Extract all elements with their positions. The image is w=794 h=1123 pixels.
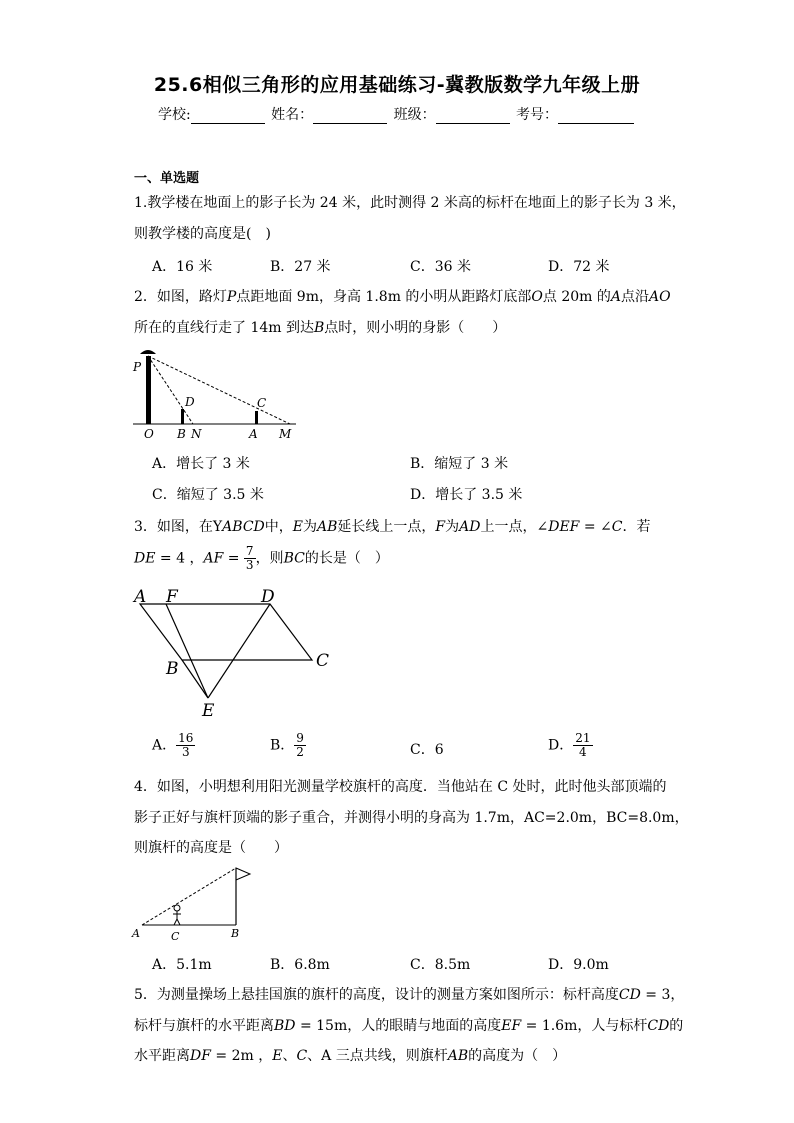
- label-D: D: [261, 587, 275, 607]
- exam-no-blank[interactable]: [558, 109, 634, 124]
- q2-option-b[interactable]: B．缩短了 3 米: [410, 456, 509, 472]
- person-at-b: [181, 409, 184, 424]
- label-O: O: [144, 427, 154, 441]
- label-B: B: [231, 927, 240, 940]
- q3-figure: [128, 582, 338, 722]
- parallelogram-abcd: [140, 604, 312, 660]
- class-blank[interactable]: [436, 109, 510, 124]
- label-N: N: [191, 427, 202, 441]
- label-P: P: [133, 360, 142, 374]
- q3-option-c[interactable]: C．6: [410, 742, 444, 758]
- exam-no-label: 考号：: [516, 107, 559, 123]
- label-B: B: [166, 659, 179, 679]
- q5-line3: 水平距离DF = 2m ，E、C、A 三点共线，则旗杆AB的高度为（ ）: [134, 1048, 567, 1064]
- school-blank[interactable]: [191, 109, 265, 124]
- label-C: C: [171, 930, 180, 943]
- q1-line2: 则教学楼的高度是( ): [134, 226, 271, 242]
- q2-option-c[interactable]: C．缩短了 3.5 米: [152, 487, 264, 503]
- q2-line1: 2．如图，路灯P点距地面 9m，身高 1.8m 的小明从距路灯底部O点 20m 的A点沿AO: [134, 289, 671, 305]
- q4-option-a[interactable]: A．5.1m: [152, 957, 212, 973]
- flag: [236, 868, 250, 880]
- label-C: C: [316, 651, 330, 671]
- school-label: 学校:: [157, 107, 191, 123]
- q5-line2: 标杆与旗杆的水平距离BD = 15m，人的眼睛与地面的高度EF = 1.6m，人与标杆CD的: [134, 1018, 684, 1034]
- label-B: B: [177, 427, 186, 441]
- q2-option-d[interactable]: D．增长了 3.5 米: [410, 487, 523, 503]
- section-title: 一、单选题: [134, 171, 200, 186]
- q3-option-b[interactable]: B． $\frac{9}{2}$: [270, 731, 304, 759]
- label-F: F: [166, 587, 178, 607]
- label-A: A: [134, 587, 147, 607]
- q2-figure: [128, 344, 308, 442]
- fraction-7-3: $\frac{7}{3}$: [245, 544, 254, 572]
- q4-figure: [128, 858, 258, 944]
- label-D: D: [185, 395, 195, 409]
- q4-option-c[interactable]: C．8.5m: [410, 957, 471, 973]
- person-at-a: [255, 411, 258, 424]
- name-blank[interactable]: [313, 109, 387, 124]
- label-E: E: [202, 701, 215, 721]
- segment-fe: [166, 604, 208, 698]
- q4-option-d[interactable]: D．9.0m: [548, 957, 609, 973]
- q1-option-d[interactable]: D．72 米: [548, 259, 610, 275]
- q2-line2: 所在的直线行走了 14m 到达B点时，则小明的身影（ ）: [134, 320, 507, 336]
- q3-line1: 3．如图，在YABCD中，E为AB延长线上一点，F为AD上一点，∠DEF = ∠C．若: [134, 519, 651, 535]
- q1-option-a[interactable]: A．16 米: [152, 259, 213, 275]
- q3-line2: DE = 4 ，AF = $\frac{7}{3}$ ，则BC的长是（ ）: [134, 544, 389, 572]
- light-ray-n: [148, 356, 193, 424]
- person-head: [174, 905, 180, 911]
- q4-line1: 4．如图，小明想利用阳光测量学校旗杆的高度．当他站在 C 处时，此时他头部顶端的: [134, 779, 667, 795]
- person-leg-right: [177, 919, 180, 925]
- q2-option-a[interactable]: A．增长了 3 米: [152, 456, 250, 472]
- q1-line1: 1.教学楼在地面上的影子长为 24 米，此时测得 2 米高的标杆在地面上的影子长为 3 米，: [134, 195, 686, 211]
- lamp-head: [140, 350, 156, 354]
- segment-be: [182, 660, 208, 698]
- label-C: C: [257, 396, 267, 410]
- class-label: 班级：: [393, 107, 436, 123]
- label-A: A: [249, 427, 258, 441]
- student-info-line: [0, 104, 794, 124]
- sun-ray: [142, 868, 236, 925]
- light-ray-m: [148, 356, 290, 424]
- q4-option-b[interactable]: B．6.8m: [270, 957, 330, 973]
- q4-line2: 影子正好与旗杆顶端的影子重合，并测得小明的身高为 1.7m，AC=2.0m，BC=8.0m，: [134, 810, 689, 826]
- segment-de: [208, 604, 270, 698]
- q1-option-b[interactable]: B．27 米: [270, 259, 331, 275]
- q3-option-a[interactable]: A． $\frac{16}{3}$: [152, 731, 194, 759]
- name-label: 姓名：: [271, 107, 314, 123]
- q4-line3: 则旗杆的高度是（ ）: [134, 840, 288, 856]
- label-M: M: [279, 427, 292, 441]
- page-title: 25.6相似三角形的应用基础练习-冀教版数学九年级上册: [153, 74, 641, 96]
- q5-line1: 5．为测量操场上悬挂国旗的旗杆的高度，设计的测量方案如图所示：标杆高度CD = 3，: [134, 987, 685, 1003]
- q3-option-d[interactable]: D． $\frac{21}{4}$: [548, 731, 591, 759]
- person-leg-left: [174, 919, 177, 925]
- lamp-post: [146, 356, 151, 424]
- q1-option-c[interactable]: C．36 米: [410, 259, 471, 275]
- label-A: A: [132, 927, 140, 940]
